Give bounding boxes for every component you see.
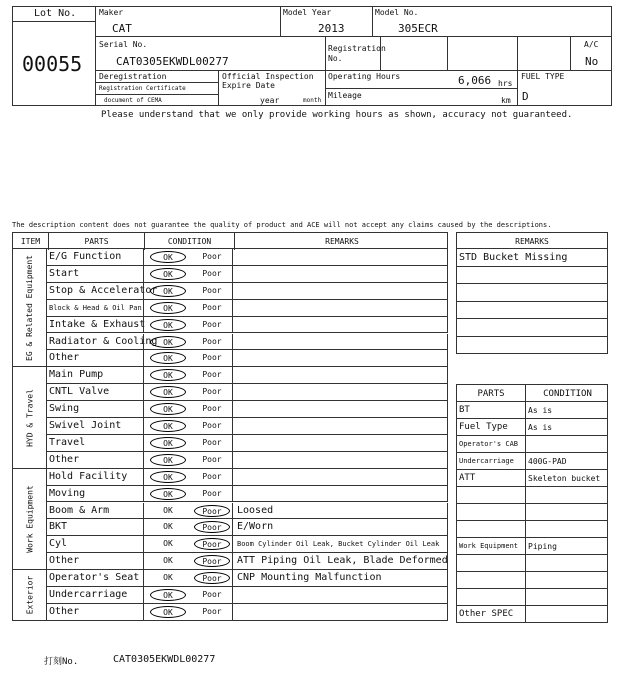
- parts-condition: [525, 521, 609, 538]
- poor-option[interactable]: Poor: [194, 521, 230, 533]
- parts-name: BT: [459, 405, 470, 415]
- ok-option[interactable]: OK: [150, 319, 186, 331]
- reg-cert-label: Registration Certificate: [99, 85, 186, 92]
- parts-condition: [525, 606, 609, 623]
- remarks-row: [456, 284, 608, 302]
- part-name: Other: [49, 605, 80, 617]
- parts-header: PARTS: [477, 389, 505, 399]
- table-row: [47, 266, 448, 283]
- operating-hours-label: Operating Hours: [328, 72, 401, 81]
- divider: [325, 88, 517, 89]
- parts-condition: [525, 487, 609, 504]
- parts-condition: As is: [525, 419, 609, 436]
- poor-option[interactable]: Poor: [202, 454, 222, 464]
- parts-header-row: [456, 384, 608, 402]
- part-name: Other: [49, 555, 80, 567]
- parts-name: Fuel Type: [459, 422, 508, 432]
- table-row: [47, 418, 448, 435]
- condition-cell: [143, 486, 233, 503]
- parts-name: [459, 589, 525, 606]
- table-row: [47, 300, 448, 317]
- divider: [325, 36, 326, 70]
- operating-hours-value: 6,066: [458, 74, 492, 87]
- remark-text: [237, 367, 447, 384]
- deregistration-label: Deregistration: [99, 72, 167, 81]
- condition-cell: [143, 266, 233, 283]
- divider: [280, 6, 281, 36]
- condition-cell: [143, 334, 233, 351]
- parts-condition: Skeleton bucket: [525, 470, 609, 487]
- parts-condition: [525, 504, 609, 521]
- poor-option[interactable]: Poor: [202, 353, 222, 363]
- remark-text: [237, 266, 447, 283]
- serial-label: Serial No.: [99, 40, 148, 49]
- poor-option[interactable]: Poor: [194, 572, 230, 584]
- condition-cell: [143, 587, 233, 604]
- part-name: Undercarriage: [49, 589, 128, 600]
- part-name: Main Pump: [49, 369, 104, 381]
- poor-option[interactable]: Poor: [202, 590, 222, 599]
- remark-text: [237, 249, 447, 266]
- condition-cell: [143, 503, 233, 520]
- table-row: [47, 553, 448, 570]
- table-row: [47, 283, 448, 300]
- group-item-cell: [12, 570, 47, 621]
- km-unit: km: [501, 96, 511, 105]
- parts-name: Undercarriage: [459, 457, 514, 465]
- part-name: CNTL Valve: [49, 386, 110, 398]
- remark-text: Boom Cylinder Oil Leak, Bucket Cylinder Oil Leak: [237, 540, 440, 549]
- ok-option[interactable]: OK: [150, 352, 186, 364]
- parts-row: [456, 402, 608, 419]
- poor-option[interactable]: Poor: [202, 387, 222, 397]
- parts-name: Work Equipment: [459, 542, 519, 550]
- ok-option[interactable]: OK: [150, 302, 186, 314]
- part-name: Radiator & Cooling: [49, 335, 158, 347]
- table-row: [47, 604, 448, 621]
- parts-row: [456, 606, 608, 623]
- divider: [95, 94, 218, 95]
- condition-cell: [143, 570, 233, 587]
- remark-text: CNP Mounting Malfunction: [237, 572, 382, 584]
- registration-label: Registration No.: [328, 44, 386, 63]
- parts-condition: [525, 436, 609, 453]
- table-row: [47, 536, 448, 553]
- parts-row: [456, 487, 608, 504]
- part-name: Moving: [49, 487, 86, 499]
- remark-text: [237, 486, 447, 503]
- table-row: [47, 519, 448, 536]
- poor-option[interactable]: Poor: [194, 505, 230, 517]
- poor-option[interactable]: Poor: [202, 404, 222, 414]
- parts-row: [456, 538, 608, 555]
- disclaimer: The description content does not guarantee the quality of product and ACE will not accept any claims caused by the descriptions.: [12, 221, 552, 229]
- parts-row: [456, 419, 608, 436]
- cema-label: document of CEMA: [104, 97, 162, 104]
- parts-row: [456, 453, 608, 470]
- ok-option[interactable]: OK: [163, 573, 173, 583]
- condition-cell: [143, 317, 233, 334]
- ok-option[interactable]: OK: [150, 454, 186, 466]
- divider: [372, 6, 373, 36]
- condition-cell: [143, 249, 233, 266]
- lot-number: 00055: [22, 52, 83, 76]
- model-no-label: Model No.: [375, 8, 419, 17]
- ok-option[interactable]: OK: [163, 522, 173, 532]
- part-name: Hold Facility: [49, 470, 128, 482]
- part-name: Operator's Seat: [49, 572, 140, 584]
- table-row: [47, 317, 448, 334]
- divider: [95, 36, 612, 37]
- ok-option[interactable]: OK: [150, 336, 186, 348]
- condition-cell: [143, 553, 233, 570]
- condition-cell: [143, 452, 233, 469]
- parts-name: [459, 555, 525, 572]
- condition-header: CONDITION: [525, 385, 609, 403]
- table-header: [12, 232, 448, 249]
- table-row: [47, 334, 448, 351]
- remarks-header: REMARKS: [456, 232, 608, 249]
- table-row: [47, 249, 448, 266]
- parts-name: [459, 521, 525, 538]
- parts-condition: Piping: [525, 538, 609, 555]
- part-name: Swing: [49, 403, 80, 415]
- part-name: Block & Head & Oil Pan: [49, 303, 142, 312]
- remark-text: [237, 604, 447, 621]
- parts-name: ATT: [459, 473, 476, 483]
- poor-option[interactable]: Poor: [202, 370, 222, 380]
- model-no-value: 305ECR: [398, 22, 438, 35]
- table-row: [47, 367, 448, 384]
- group-item-cell: [12, 367, 47, 468]
- remark-text: [237, 452, 447, 469]
- remark-text: Loosed: [237, 504, 274, 516]
- parts-name: [459, 572, 525, 589]
- table-row: [47, 384, 448, 401]
- ok-option[interactable]: OK: [150, 488, 186, 500]
- condition-cell: [143, 384, 233, 401]
- condition-cell: [143, 469, 233, 486]
- poor-option[interactable]: Poor: [202, 302, 222, 312]
- header-condition: CONDITION: [144, 233, 234, 250]
- part-name: BKT: [49, 521, 68, 533]
- poor-option[interactable]: Poor: [202, 285, 222, 295]
- table-row: [47, 486, 448, 503]
- divider: [447, 36, 448, 70]
- poor-option[interactable]: Poor: [194, 538, 230, 550]
- group-item-cell: [12, 469, 47, 570]
- header-remarks: REMARKS: [234, 233, 449, 250]
- part-name: Swivel Joint: [49, 420, 122, 431]
- table-row: [47, 503, 448, 520]
- footer-serial: CAT0305EKWDL00277: [113, 654, 216, 665]
- parts-condition: [525, 572, 609, 589]
- fuel-type-label: FUEL TYPE: [521, 72, 565, 81]
- ok-option[interactable]: OK: [150, 251, 186, 263]
- poor-option[interactable]: Poor: [202, 437, 222, 447]
- parts-name: [459, 504, 525, 521]
- ok-option[interactable]: OK: [163, 505, 173, 515]
- maker-label: Maker: [99, 8, 124, 17]
- remark-text: [237, 418, 447, 435]
- inspection-label: Official Inspection Expire Date: [222, 72, 314, 90]
- ok-option[interactable]: OK: [150, 437, 186, 449]
- ok-option[interactable]: OK: [163, 539, 173, 549]
- serial-value: CAT0305EKWDL00277: [116, 55, 229, 68]
- ok-option[interactable]: OK: [163, 556, 173, 566]
- part-name: Stop & Accelerator: [49, 284, 158, 296]
- remark-text: [237, 350, 447, 367]
- condition-cell: [143, 604, 233, 621]
- condition-cell: [143, 367, 233, 384]
- parts-row: [456, 470, 608, 487]
- table-row: [47, 452, 448, 469]
- part-name: Other: [49, 352, 80, 364]
- remark-text: [237, 587, 447, 604]
- condition-cell: [143, 435, 233, 452]
- poor-option[interactable]: Poor: [202, 488, 222, 498]
- ok-option[interactable]: OK: [150, 369, 186, 381]
- hrs-unit: hrs: [498, 79, 513, 88]
- poor-option[interactable]: Poor: [194, 555, 230, 567]
- remark-text: [237, 469, 447, 486]
- parts-condition: As is: [525, 402, 609, 419]
- ok-option[interactable]: OK: [150, 268, 186, 280]
- remark-text: [237, 384, 447, 401]
- condition-cell: [143, 300, 233, 317]
- ok-option[interactable]: OK: [150, 386, 186, 398]
- remark-text: [237, 435, 447, 452]
- remark-text: [237, 283, 447, 300]
- parts-name: [459, 487, 525, 504]
- parts-condition: [525, 589, 609, 606]
- header-item: ITEM: [20, 237, 41, 246]
- divider: [218, 70, 219, 106]
- lot-label: Lot No.: [34, 8, 77, 19]
- group-item-cell: [12, 249, 47, 367]
- parts-row: [456, 555, 608, 572]
- table-row: [47, 587, 448, 604]
- condition-cell: [143, 350, 233, 367]
- part-name: E/G Function: [49, 251, 122, 262]
- model-year-value: 2013: [318, 22, 345, 35]
- remark-text: [237, 401, 447, 418]
- group-label: Work Equipment: [25, 485, 35, 554]
- remarks-row: [456, 319, 608, 337]
- parts-row: [456, 436, 608, 453]
- parts-row: [456, 504, 608, 521]
- parts-condition: 400G-PAD: [525, 453, 609, 470]
- divider: [517, 36, 518, 106]
- poor-option[interactable]: Poor: [202, 471, 222, 481]
- ok-option[interactable]: OK: [150, 420, 186, 432]
- group-label: HYD & Travel: [25, 389, 35, 447]
- part-name: Intake & Exhaust: [49, 318, 146, 330]
- remarks-row: STD Bucket Missing: [456, 249, 608, 267]
- divider: [95, 82, 218, 83]
- month-label: month: [303, 97, 322, 104]
- parts-name: Operator's CAB: [459, 440, 519, 448]
- table-row: [47, 570, 448, 587]
- divider: [95, 70, 612, 71]
- ok-option[interactable]: OK: [150, 285, 186, 297]
- poor-option[interactable]: Poor: [202, 421, 222, 430]
- part-name: Boom & Arm: [49, 504, 110, 516]
- part-name: Start: [49, 267, 80, 279]
- fuel-type-value: D: [522, 90, 529, 103]
- condition-cell: [143, 401, 233, 418]
- remarks-row: [456, 337, 608, 355]
- remarks-row: [456, 302, 608, 320]
- table-row: [47, 401, 448, 418]
- poor-option[interactable]: Poor: [202, 336, 222, 346]
- mileage-label: Mileage: [328, 91, 362, 100]
- condition-cell: [143, 519, 233, 536]
- poor-option[interactable]: Poor: [202, 252, 222, 261]
- remark-text: [237, 317, 447, 334]
- model-year-label: Model Year: [283, 8, 332, 17]
- remark-text: ATT Piping Oil Leak, Blade Deformed: [237, 555, 448, 567]
- maker-value: CAT: [112, 22, 132, 35]
- divider: [380, 36, 381, 70]
- parts-row: [456, 589, 608, 606]
- parts-condition: [525, 555, 609, 572]
- header-parts: PARTS: [48, 233, 144, 250]
- table-row: [47, 435, 448, 452]
- poor-option[interactable]: Poor: [202, 606, 222, 616]
- poor-option[interactable]: Poor: [202, 319, 222, 329]
- year-label: year: [260, 96, 280, 105]
- condition-cell: [143, 418, 233, 435]
- remarks-row: [456, 267, 608, 285]
- divider: [570, 36, 571, 70]
- part-name: Travel: [49, 436, 86, 448]
- remark-text: [237, 300, 447, 317]
- parts-row: [456, 572, 608, 589]
- parts-name: Other SPEC: [459, 609, 514, 619]
- hours-note: Please understand that we only provide working hours as shown, accuracy not guaranteed.: [101, 110, 573, 120]
- parts-row: [456, 521, 608, 538]
- remark-text: [237, 334, 447, 351]
- footer-label: 打刻No.: [44, 657, 79, 667]
- poor-option[interactable]: Poor: [202, 268, 222, 278]
- ok-option[interactable]: OK: [150, 589, 186, 601]
- condition-cell: [143, 283, 233, 300]
- remark-text: E/Worn: [237, 521, 274, 533]
- part-name: Other: [49, 453, 80, 465]
- group-label: EG & Related Equipment: [25, 255, 35, 362]
- ac-value: No: [585, 55, 599, 68]
- ok-option[interactable]: OK: [150, 403, 186, 415]
- table-row: [47, 469, 448, 486]
- ac-label: A/C: [584, 40, 599, 49]
- ok-option[interactable]: OK: [150, 606, 186, 618]
- group-label: Exterior: [25, 576, 35, 615]
- part-name: Cyl: [49, 538, 68, 550]
- ok-option[interactable]: OK: [150, 471, 186, 483]
- condition-cell: [143, 536, 233, 553]
- table-row: [47, 350, 448, 367]
